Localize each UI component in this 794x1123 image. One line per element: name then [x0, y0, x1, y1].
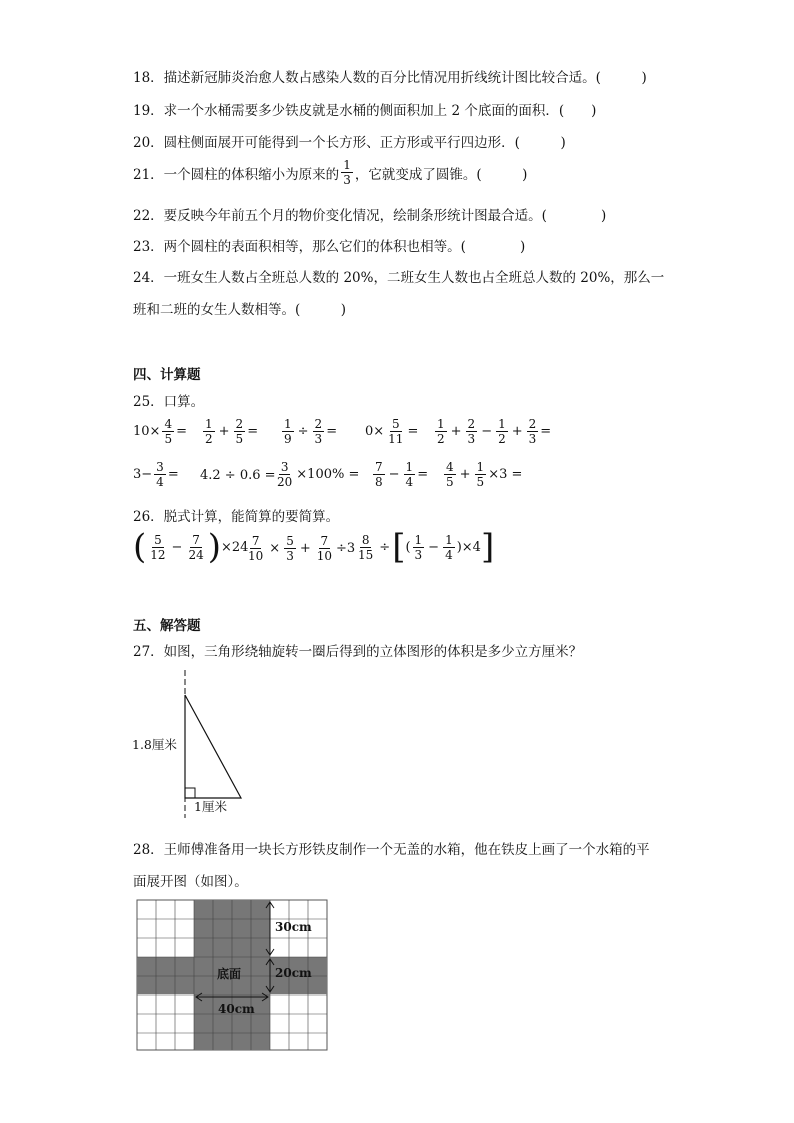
label-20cm: 20cm	[275, 966, 312, 980]
question-18: 18．描述新冠肺炎治愈人数占感染人数的百分比情况用折线统计图比较合适。( )	[133, 70, 647, 86]
calc-r1-e2: $\frac{1}{2}$ + $\frac{2}{5}$ =	[205, 417, 259, 446]
question-28-line1: 28．王师傅准备用一块长方形铁皮制作一个无盖的水箱，他在铁皮上画了一个水箱的平	[133, 842, 650, 858]
fraction: $\frac{1}{3}$	[343, 158, 351, 187]
section-title-solve: 五、解答题	[133, 618, 201, 634]
calc-r2-e4: $\frac{7}{8}$ − $\frac{1}{4}$ =	[375, 460, 429, 489]
triangle-figure	[130, 670, 260, 820]
calc-r2-e1: 3− $\frac{3}{4}$ =	[133, 460, 179, 489]
question-23: 23．两个圆柱的表面积相等，那么它们的体积也相等。( )	[133, 239, 526, 255]
base-label: 1厘米	[194, 799, 227, 814]
calc-r1-e4: 0× $\frac{5}{11}$ =	[365, 417, 419, 446]
right-angle-mark	[185, 788, 195, 798]
question-21-post: ，它就变成了圆锥。( )	[354, 166, 528, 183]
question-27: 27．如图，三角形绕轴旋转一圈后得到的立体图形的体积是多少立方厘米？	[133, 644, 583, 660]
calc-r3-e1: ( $\frac{5}{12}$ − $\frac{7}{24}$ ) ×24	[133, 527, 249, 567]
question-22: 22．要反映今年前五个月的物价变化情况，绘制条形统计图最合适。( )	[133, 208, 607, 224]
question-28-line2: 面展开图（如图）。	[133, 874, 248, 890]
calc-r1-e5: $\frac{1}{2}$ + $\frac{2}{3}$ − $\frac{1}{2}$ + $\frac{2}{3}$ =	[437, 417, 552, 446]
calc-r3-e2: $\frac{7}{10}$ × $\frac{5}{3}$ + $\frac{7}{10}$ ÷3	[248, 534, 356, 563]
label-base: 底面	[217, 967, 242, 981]
question-26: 26．脱式计算，能简算的要简算。	[133, 509, 340, 525]
calc-r1-e3: $\frac{1}{9}$ ÷ $\frac{2}{3}$ =	[284, 417, 338, 446]
calc-r3-e3: $\frac{8}{15}$ ÷ [ ( $\frac{1}{3}$ − $\frac{1}{4}$ )×4 ]	[358, 527, 495, 567]
question-19: 19．求一个水桶需要多少铁皮就是水桶的侧面积加上 2 个底面的面积．( )	[133, 103, 597, 119]
question-24-line2: 班和二班的女生人数相等。( )	[133, 302, 347, 318]
calc-r1-e1: 10× $\frac{4}{5}$ =	[133, 417, 187, 446]
label-40cm: 40cm	[218, 1002, 255, 1016]
question-25: 25．口算。	[133, 394, 205, 410]
question-20: 20．圆柱侧面展开可能得到一个长方形、正方形或平行四边形．( )	[133, 135, 566, 151]
label-30cm: 30cm	[275, 920, 312, 934]
height-label: 1.8厘米	[132, 737, 177, 752]
calc-r2-e2: 4.2 ÷ 0.6 =	[200, 468, 276, 483]
triangle	[185, 695, 241, 798]
question-24-line1: 24．一班女生人数占全班总人数的 20%，二班女生人数也占全班总人数的 20%，那么一	[133, 270, 665, 286]
calc-r2-e3: $\frac{3}{20}$ ×100% =	[277, 460, 360, 489]
net-diagram	[135, 898, 331, 1054]
section-title-calc: 四、计算题	[133, 367, 201, 383]
question-21-pre: 21．一个圆柱的体积缩小为原来的	[133, 166, 340, 183]
question-21	[133, 158, 527, 187]
calc-r2-e5: $\frac{4}{5}$ + $\frac{1}{5}$ ×3 =	[446, 460, 523, 489]
